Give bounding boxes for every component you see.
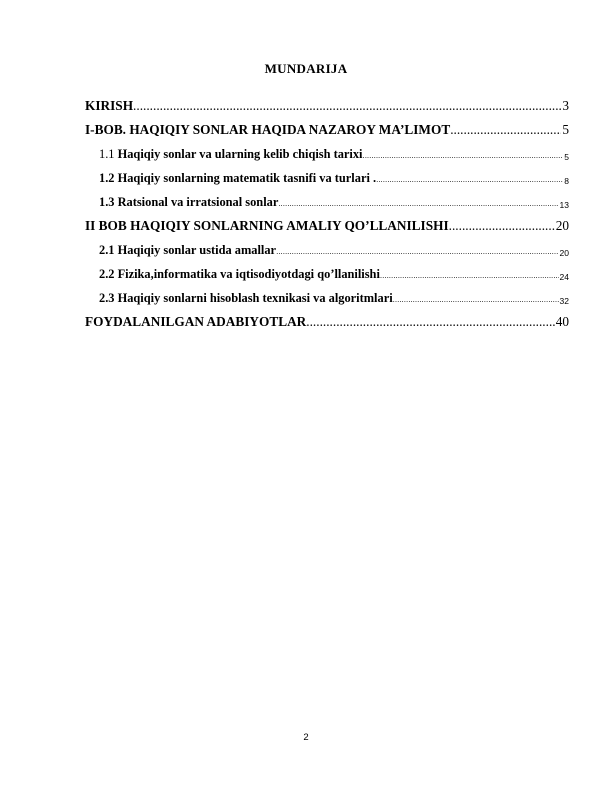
toc-entry-label: Haqiqiy sonlar va ularning kelib chiqish tarixi — [117, 147, 363, 161]
table-of-contents — [85, 90, 569, 330]
toc-dot-leader — [380, 267, 559, 282]
toc-entry-chapter-1[interactable] — [85, 114, 569, 138]
toc-title: MUNDARIJA — [264, 61, 348, 76]
toc-entry-page: 20 — [555, 218, 569, 233]
toc-entry-label: 1.3 Ratsional va irratsional sonlar — [99, 195, 279, 209]
toc-entry-label: 2.3 Haqiqiy sonlarni hisoblash texnikasi va algoritmlari — [99, 291, 393, 305]
toc-entry-section-1-1[interactable] — [85, 138, 569, 162]
toc-entry-label: II BOB HAQIQIY SONLARNING AMALIY QO’LLANILISHI — [85, 218, 449, 233]
toc-dot-leader — [450, 122, 561, 138]
toc-entry-section-2-1[interactable] — [85, 234, 569, 258]
toc-entry-section-1-2[interactable] — [85, 162, 569, 186]
toc-dot-leader — [362, 147, 563, 162]
toc-entry-page: 13 — [559, 200, 569, 210]
toc-dot-leader — [393, 291, 559, 306]
toc-entry-chapter-2[interactable] — [85, 210, 569, 234]
page-number: 2 — [303, 732, 309, 743]
toc-entry-page: 5 — [562, 122, 569, 137]
toc-dot-leader — [376, 171, 563, 186]
toc-entry-label: FOYDALANILGAN ADABIYOTLAR — [85, 314, 307, 329]
toc-entry-number: 1.1 — [99, 147, 118, 161]
toc-dot-leader — [133, 98, 561, 114]
toc-entry-page: 32 — [559, 296, 569, 306]
toc-entry-label: KIRISH — [85, 98, 134, 113]
toc-entry-page: 3 — [562, 98, 569, 113]
toc-entry-label: 2.2 Fizika,informatika va iqtisodiyotdagi qo’llanilishi — [99, 267, 380, 281]
toc-entry-section-1-3[interactable] — [85, 186, 569, 210]
toc-entry-label-wrap — [99, 147, 362, 162]
toc-entry-label: I-BOB. HAQIQIY SONLAR HAQIDA NAZAROY MA’LIMOT — [85, 122, 451, 137]
toc-entry-page: 24 — [559, 272, 569, 282]
toc-entry-kirish[interactable] — [85, 90, 569, 114]
toc-entry-section-2-3[interactable] — [85, 282, 569, 306]
toc-dot-leader — [449, 218, 555, 234]
toc-entry-bibliography[interactable] — [85, 306, 569, 330]
toc-dot-leader — [278, 195, 558, 210]
toc-dot-leader — [276, 243, 558, 258]
toc-entry-section-2-2[interactable] — [85, 258, 569, 282]
toc-entry-page: 40 — [555, 314, 569, 329]
toc-entry-label: 2.1 Haqiqiy sonlar ustida amallar — [99, 243, 277, 257]
toc-entry-page: 20 — [559, 248, 569, 258]
toc-dot-leader — [306, 314, 554, 330]
toc-entry-label: 1.2 Haqiqiy sonlarning matematik tasnifi va turlari . — [99, 171, 377, 185]
toc-entry-page: 5 — [564, 152, 569, 162]
toc-entry-page: 8 — [564, 176, 569, 186]
